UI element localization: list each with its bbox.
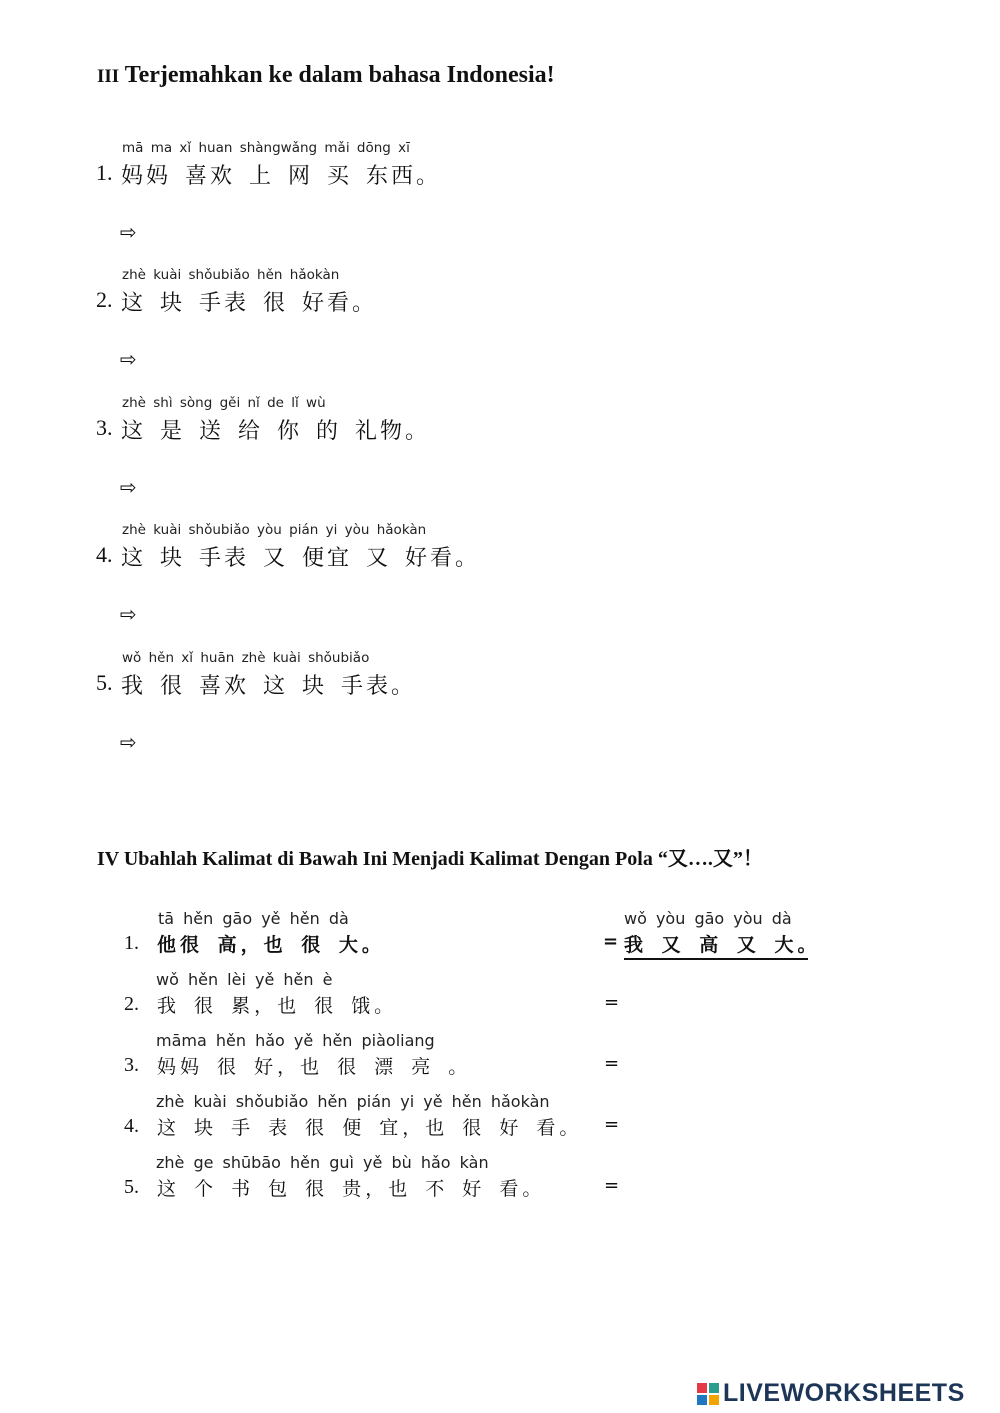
s4-item-5-answer-field[interactable]: [624, 1175, 814, 1199]
s4-item-1-equals: =: [603, 931, 619, 952]
s4-item-3-equals: =: [604, 1053, 620, 1074]
section-3-heading: [97, 62, 555, 89]
s3-item-3-arrow-icon: ⇨: [120, 475, 137, 499]
s3-item-1-arrow-icon: ⇨: [120, 220, 137, 244]
s4-item-2-pinyin: wǒ hěn lèi yě hěn è: [156, 970, 333, 989]
s4-item-3-answer-field[interactable]: [624, 1053, 814, 1077]
s4-item-1-pinyin: tā hěn gāo yě hěn dà: [158, 909, 349, 928]
s4-item-2-number: 2.: [124, 993, 139, 1015]
s3-item-2-number: 2.: [96, 287, 113, 312]
s3-item-3-number: 3.: [96, 415, 113, 440]
s4-item-5-equals: =: [604, 1175, 620, 1196]
s4-item-4-hanzi: 这 块 手 表 很 便 宜，也 很 好 看。: [157, 1117, 583, 1139]
s4-item-5-number: 5.: [124, 1176, 139, 1198]
s3-item-4-pinyin: zhè kuài shǒubiǎo yòu pián yi yòu hǎokàn: [122, 522, 427, 538]
s4-item-4-pinyin: zhè kuài shǒubiǎo hěn pián yi yě hěn hǎokàn: [156, 1092, 550, 1111]
s4-item-1-hanzi: 他很 高，也 很 大。: [157, 934, 385, 956]
s4-item-2-hanzi: 我 很 累，也 很 饿。: [157, 995, 398, 1017]
s3-item-5-hanzi: 我 很 喜欢 这 块 手表。: [121, 674, 416, 699]
s4-item-2-equals: =: [604, 992, 620, 1013]
liveworksheets-logo[interactable]: [697, 1379, 993, 1409]
s3-item-2-arrow-icon: ⇨: [120, 347, 137, 371]
s4-item-1-answer: 我 又 高 又 大。: [624, 930, 808, 960]
s3-item-1-pinyin: mā ma xǐ huan shàngwǎng mǎi dōng xī: [122, 140, 410, 156]
section-3-numeral: III: [97, 66, 120, 87]
logo-grid-icon: [697, 1383, 719, 1405]
s4-item-4-equals: =: [604, 1114, 620, 1135]
s4-item-5-hanzi: 这 个 书 包 很 贵，也 不 好 看。: [157, 1178, 546, 1200]
s3-item-3-hanzi: 这 是 送 给 你 的 礼物。: [121, 419, 430, 444]
s3-item-4-hanzi: 这 块 手表 又 便宜 又 好看。: [121, 546, 480, 571]
s3-item-1-number: 1.: [96, 160, 113, 185]
s4-item-3-hanzi: 妈妈 很 好，也 很 漂 亮 。: [157, 1056, 472, 1078]
s3-item-2-hanzi: 这 块 手表 很 好看。: [121, 291, 377, 316]
s4-item-2-answer-field[interactable]: [624, 992, 814, 1016]
s4-item-4-answer-field[interactable]: [624, 1114, 814, 1138]
s3-item-5-arrow-icon: ⇨: [120, 730, 137, 754]
s4-item-1-number: 1.: [124, 932, 139, 954]
s4-item-4-number: 4.: [124, 1115, 139, 1137]
s3-item-2-pinyin: zhè kuài shǒubiǎo hěn hǎokàn: [122, 267, 340, 283]
s3-item-4-arrow-icon: ⇨: [120, 602, 137, 626]
s3-item-1-hanzi: 妈妈 喜欢 上 网 买 东西。: [121, 164, 441, 189]
section-3-title: Terjemahkan ke dalam bahasa Indonesia!: [124, 62, 555, 88]
s4-item-5-pinyin: zhè ge shūbāo hěn guì yě bù hǎo kàn: [156, 1153, 489, 1172]
s4-item-1-answer-pinyin: wǒ yòu gāo yòu dà: [624, 909, 792, 928]
s4-item-3-pinyin: māma hěn hǎo yě hěn piàoliang: [156, 1031, 435, 1050]
s4-item-3-number: 3.: [124, 1054, 139, 1076]
s3-item-5-pinyin: wǒ hěn xǐ huān zhè kuài shǒubiǎo: [122, 650, 370, 666]
s3-item-3-pinyin: zhè shì sòng gěi nǐ de lǐ wù: [122, 395, 326, 411]
section-4-title: IV Ubahlah Kalimat di Bawah Ini Menjadi Kalimat Dengan Pola “又….又”！: [97, 848, 763, 870]
logo-text: LIVEWORKSHEETS: [723, 1379, 965, 1407]
s3-item-4-number: 4.: [96, 542, 113, 567]
s3-item-5-number: 5.: [96, 670, 113, 695]
